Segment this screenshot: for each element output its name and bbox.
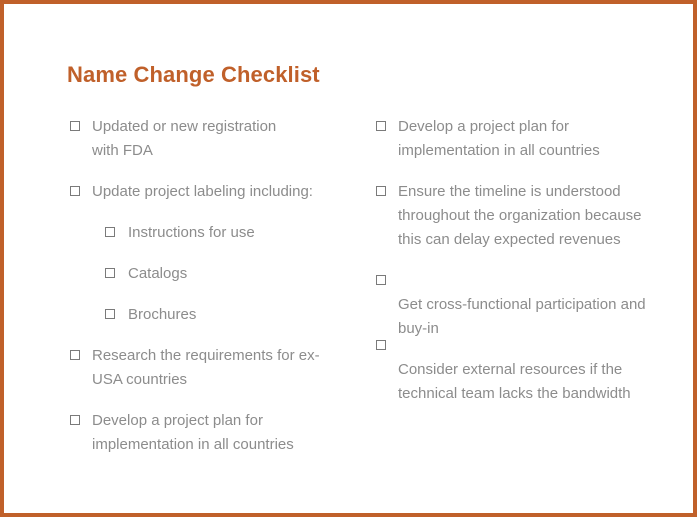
checklist-title: Name Change Checklist	[67, 62, 320, 87]
checkbox[interactable]	[70, 186, 80, 196]
checkbox[interactable]	[70, 415, 80, 425]
checkbox[interactable]	[70, 121, 80, 131]
checkbox[interactable]	[105, 227, 115, 237]
checkbox[interactable]	[376, 275, 386, 285]
checkbox[interactable]	[376, 340, 386, 350]
checklist-item-label: Develop a project plan for implementation in all countries	[92, 412, 294, 453]
checklist-item-label: Updated or new registration with FDA	[92, 118, 277, 159]
checklist-item-label: Consider external resources if the technical team lacks the bandwidth	[398, 361, 631, 402]
checklist-item-label: Develop a project plan for implementation in all countries	[398, 118, 600, 159]
checklist-item-label: Research the requirements for ex-USA countries	[92, 347, 320, 388]
checkbox[interactable]	[376, 186, 386, 196]
checkbox[interactable]	[105, 268, 115, 278]
checklist-item-label: Ensure the timeline is understood throughout the organization because this can delay expected revenues	[398, 183, 642, 248]
checkbox[interactable]	[105, 309, 115, 319]
checklist-item-label: Get cross-functional participation and buy-in	[398, 296, 646, 337]
checklist-subitem-label: Catalogs	[128, 265, 188, 282]
checklist-item-label: Update project labeling including:	[92, 183, 313, 200]
checklist-subitem-label: Brochures	[128, 306, 197, 323]
checkbox[interactable]	[70, 350, 80, 360]
checkbox[interactable]	[376, 121, 386, 131]
checklist-subitem-label: Instructions for use	[128, 224, 255, 241]
